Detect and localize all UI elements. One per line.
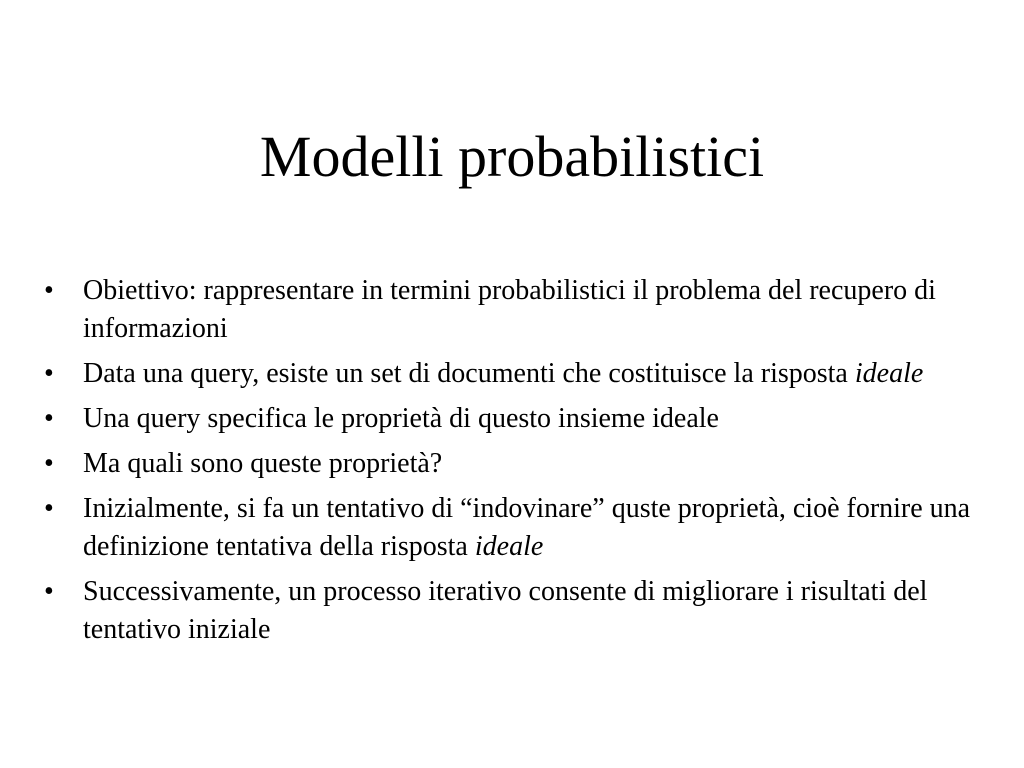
bullet-item [44,400,984,438]
bullet-item [44,490,984,566]
bullet-dot-icon: • [44,358,54,389]
bullet-emphasis: ideale [854,358,924,389]
bullet-item [44,573,984,649]
bullet-text: Ma quali sono queste proprietà? [83,448,443,479]
slide-title: Modelli probabilistici [259,124,765,189]
bullet-list [44,272,984,656]
bullet-emphasis: ideale [474,531,544,562]
bullet-text: Una query specifica le proprietà di questo insieme ideale [83,403,719,434]
bullet-text: Obiettivo: rappresentare in termini probabilistici il problema del recupero di informazioni [83,275,936,344]
bullet-dot-icon: • [44,403,54,434]
bullet-dot-icon: • [44,493,54,524]
bullet-dot-icon: • [44,576,54,607]
bullet-text: Data una query, esiste un set di documenti che costituisce la risposta [83,358,855,389]
bullet-item [44,445,984,483]
bullet-dot-icon: • [44,448,54,479]
bullet-item [44,272,984,348]
bullet-item [44,355,984,393]
bullet-text: Inizialmente, si fa un tentativo di “indovinare” quste proprietà, cioè fornire una definizione tentativa della risposta [83,493,971,562]
bullet-dot-icon: • [44,275,54,306]
bullet-text: Successivamente, un processo iterativo consente di migliorare i risultati del tentativo iniziale [83,576,928,645]
